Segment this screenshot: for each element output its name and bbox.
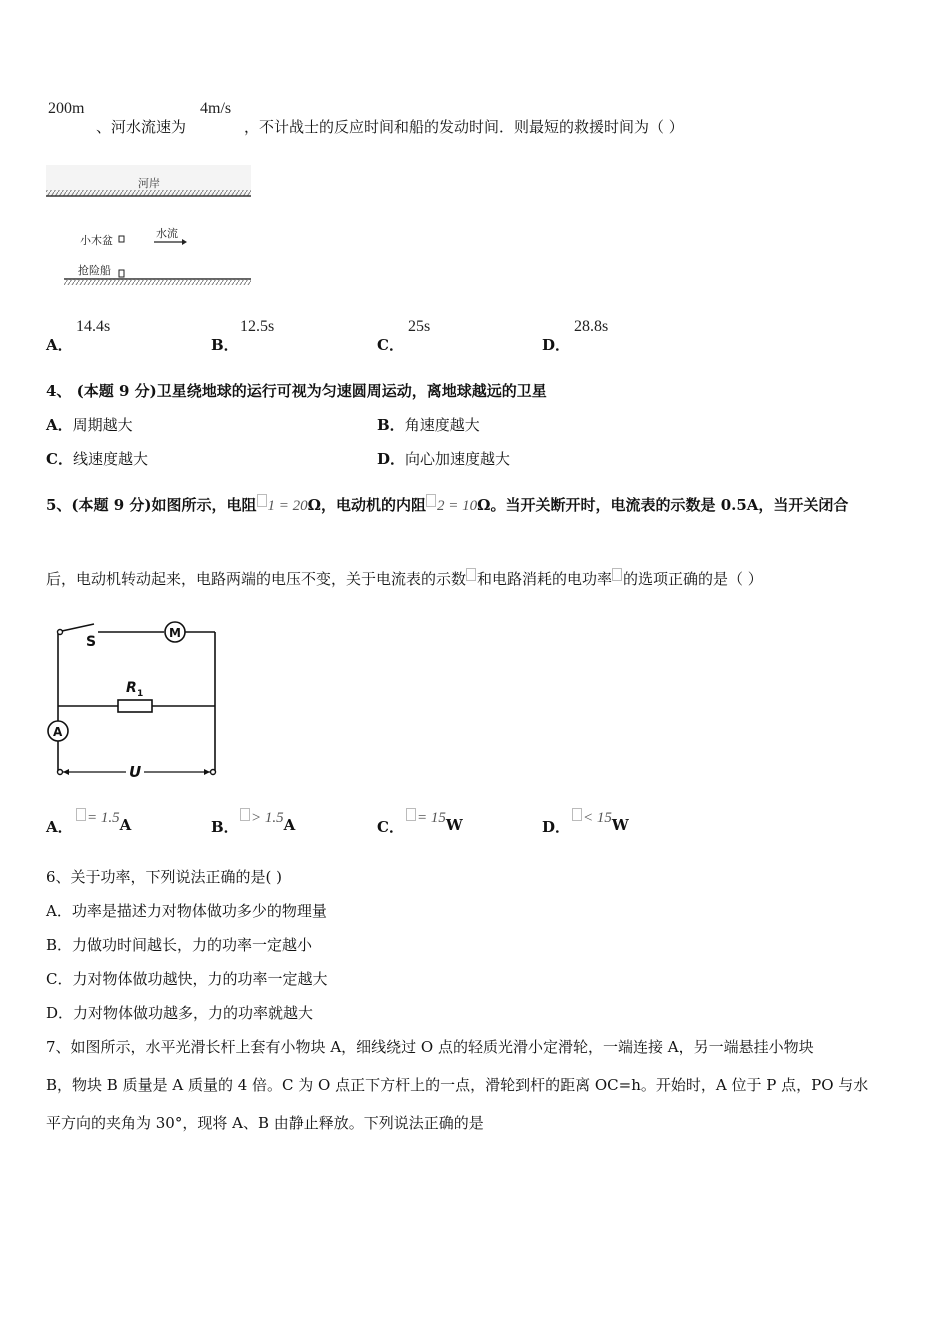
q7-line1: 7、如图所示，水平光滑长杆上套有小物块 A，细线绕过 O 点的轻质光滑小定滑轮，一端连接 A，另一端悬挂小物块 <box>46 1038 814 1056</box>
q5-p1: 5、(本题 9 分)如图所示，电阻 <box>46 496 257 514</box>
terminal-left <box>58 770 63 775</box>
r1-equation: 1 = 20 <box>267 498 308 514</box>
q5-option-d-var-icon <box>572 808 582 821</box>
q5-options <box>46 808 906 840</box>
q5-option-c-expr: = 15 <box>417 810 446 826</box>
q5-option-a-expr: = 1.5 <box>87 810 120 826</box>
resistor-icon <box>118 700 152 712</box>
power-placeholder-icon <box>612 568 622 581</box>
distance-value: 200m <box>48 100 85 117</box>
q5-line2-a: 后，电动机转动起来，电路两端的电压不变，关于电流表的示数 <box>46 570 467 588</box>
q3-options <box>46 318 906 358</box>
q5-option-d-expr-wrap <box>572 808 629 834</box>
q5-option-a-unit: A <box>119 816 132 834</box>
q5-option-c-var-icon <box>406 808 416 821</box>
q5-option-d-unit: W <box>611 816 629 834</box>
q3-option-a-letter: A． <box>46 336 73 354</box>
q3-option-d-letter: D． <box>542 336 571 354</box>
river-figure <box>46 162 256 288</box>
boat-label: 抢险船 <box>78 264 111 277</box>
q5-option-b-expr-wrap <box>240 808 296 834</box>
q5-option-c-expr-wrap <box>406 808 463 834</box>
q7-line3: 平方向的夹角为 30°，现将 A、B 由静止释放。下列说法正确的是 <box>46 1114 484 1132</box>
q5-option-d-expr: < 15 <box>583 810 612 826</box>
q5-line2-b: 和电路消耗的电功率 <box>477 570 613 588</box>
q5-option-b-var-icon <box>240 808 250 821</box>
q4-option-d <box>377 448 510 469</box>
q5-option-c-letter: C． <box>377 818 404 836</box>
q4-option-c <box>46 448 148 469</box>
q4-option-c-text: 线速度越大 <box>72 450 148 468</box>
q5-line1 <box>46 494 848 515</box>
boat-mark <box>119 270 124 277</box>
q4-option-b-letter: B． <box>377 416 405 434</box>
q3-stem-line <box>48 100 908 140</box>
q6-option-c: C．力对物体做功越快，力的功率一定越大 <box>46 970 328 988</box>
q4-option-c-letter: C． <box>46 450 73 468</box>
q5-option-a-expr-wrap <box>76 808 132 834</box>
q6-stem: 6、关于功率，下列说法正确的是( ) <box>46 868 283 886</box>
q5-p2: Ω，电动机的内阻 <box>307 496 426 514</box>
basin-label: 小木盆 <box>80 234 113 247</box>
basin-mark <box>119 236 124 242</box>
q6-option-b: B．力做功时间越长，力的功率一定越小 <box>46 936 313 954</box>
ammeter-label: A <box>53 725 63 739</box>
terminal-right <box>211 770 216 775</box>
q4-option-a-letter: A． <box>46 416 73 434</box>
q3-option-b-value: 12.5s <box>240 318 275 335</box>
flow-arrow-head <box>182 239 187 245</box>
q5-option-b <box>211 816 239 837</box>
q4-option-d-text: 向心加速度越大 <box>405 450 511 468</box>
q5-option-a <box>46 816 73 837</box>
circuit-figure <box>44 616 224 786</box>
q7-line2: B，物块 B 质量是 A 质量的 4 倍。C 为 O 点正下方杆上的一点，滑轮到杆的距离 OC=h。开始时，A 位于 P 点，PO 与水 <box>46 1076 869 1094</box>
q6-option-d: D．力对物体做功越多，力的功率就越大 <box>46 1004 314 1022</box>
switch-label: S <box>86 634 97 650</box>
q5-option-b-unit: A <box>283 816 296 834</box>
q5-line2 <box>46 568 763 589</box>
q5-option-c <box>377 816 404 837</box>
q3-text-a: 、河水流速为 <box>96 118 187 136</box>
q5-option-d <box>542 816 570 837</box>
q5-p3: Ω。当开关断开时，电流表的示数是 0.5A，当开关闭合 <box>477 496 849 514</box>
q5-option-a-letter: A． <box>46 818 73 836</box>
q3-text-b: ，不计战士的反应时间和船的发动时间．则最短的救援时间为（ ） <box>244 118 684 136</box>
bank-hatch-bottom <box>64 279 251 285</box>
switch-blade <box>62 624 94 631</box>
bank-hatch-top <box>46 190 251 196</box>
q5-option-c-unit: W <box>445 816 463 834</box>
q4-option-a-text: 周期越大 <box>72 416 133 434</box>
q6-option-a: A．功率是描述力对物体做功多少的物理量 <box>46 902 327 920</box>
q5-option-b-expr: > 1.5 <box>251 810 284 826</box>
q5-line2-c: 的选项正确的是（ ） <box>623 570 763 588</box>
motor-label: M <box>169 626 181 640</box>
bank-label: 河岸 <box>138 177 160 190</box>
q4-option-b <box>377 414 480 435</box>
voltage-label: U <box>129 763 142 781</box>
resistor-subscript: 1 <box>137 689 144 699</box>
q5-option-a-var-icon <box>76 808 86 821</box>
current-placeholder-icon <box>466 568 476 581</box>
q3-option-b-letter: B． <box>211 336 239 354</box>
q4-option-d-letter: D． <box>377 450 406 468</box>
q3-option-c-value: 25s <box>408 318 431 335</box>
speed-value: 4m/s <box>200 100 232 117</box>
q4-option-b-text: 角速度越大 <box>404 416 480 434</box>
q4-option-a <box>46 414 133 435</box>
r2-placeholder-icon <box>426 494 436 507</box>
q3-option-d-value: 28.8s <box>574 318 609 335</box>
resistor-label: R <box>126 680 137 696</box>
r2-equation: 2 = 10 <box>437 498 478 514</box>
flow-label: 水流 <box>156 227 178 240</box>
q3-option-c-letter: C． <box>377 336 404 354</box>
q3-option-a-value: 14.4s <box>76 318 111 335</box>
r1-placeholder-icon <box>257 494 267 507</box>
q5-option-d-letter: D． <box>542 818 571 836</box>
q5-option-b-letter: B． <box>211 818 239 836</box>
switch-pivot <box>58 630 63 635</box>
q4-stem: 4、 (本题 9 分)卫星绕地球的运行可视为匀速圆周运动，离地球越远的卫星 <box>46 382 547 400</box>
